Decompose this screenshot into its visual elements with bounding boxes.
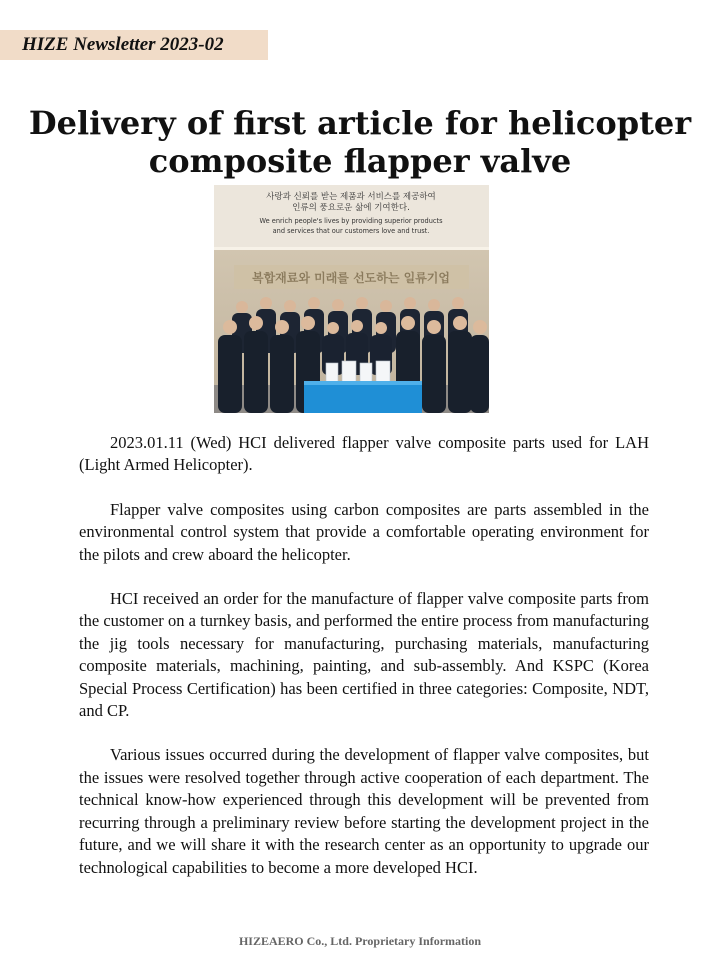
article-paragraph: Flapper valve composites using carbon composites are parts assembled in the environmental control system that provide a comfortable operating environment for the pilots and crew aboard the helicopter. xyxy=(79,499,649,564)
proprietary-footer: HIZEAERO Co., Ltd. Proprietary Information xyxy=(238,934,482,948)
article-paragraph: 2023.01.11 (Wed) HCI delivered flapper valve composite parts used for LAH (Light Armed Helicopter). xyxy=(79,433,649,475)
photo-mission-ko-1: 사랑과 신뢰를 받는 제품과 서비스를 제공하여 xyxy=(266,192,436,202)
article-title-line2: composite flapper valve xyxy=(148,142,572,180)
article-title xyxy=(0,104,720,180)
newsletter-banner xyxy=(0,30,268,60)
group-photo xyxy=(214,185,489,413)
newsletter-label: HIZE Newsletter 2023-02 xyxy=(22,34,224,55)
article-paragraph: Various issues occurred during the development of flapper valve composites, but the issues were resolved together through active cooperation of each department. The technical know-how experienced through this development will be prevented from recurring through a preliminary review before starting the development project in the future, and we will share it with the research center as an opportunity to upgrade our technological capabilities to become a more developed HCI. xyxy=(79,745,649,877)
photo-wall-sign: 복합재료와 미래를 선도하는 일류기업 xyxy=(251,271,451,285)
photo-display-table xyxy=(304,381,422,413)
article-paragraph: HCI received an order for the manufacture of flapper valve composite parts from the customer on a turnkey basis, and performed the entire process from manufacturing the jig tools necessary for manufacturing, purchasing materials, manufacturing composite materials, machining, painting, and sub-assembly. And KSPC (Korea Special Process Certification) has been certified in three categories: Composite, NDT, and CP. xyxy=(79,589,649,721)
article-body xyxy=(79,432,649,901)
photo-mission-en-2: and services that our customers love and trust. xyxy=(272,227,430,235)
photo-mission-ko-2: 인류의 풍요로운 삶에 기여한다. xyxy=(292,203,410,213)
photo-mission-en-1: We enrich people's lives by providing superior products xyxy=(259,217,443,225)
article-title-line1: Delivery of first article for helicopter xyxy=(28,104,692,142)
